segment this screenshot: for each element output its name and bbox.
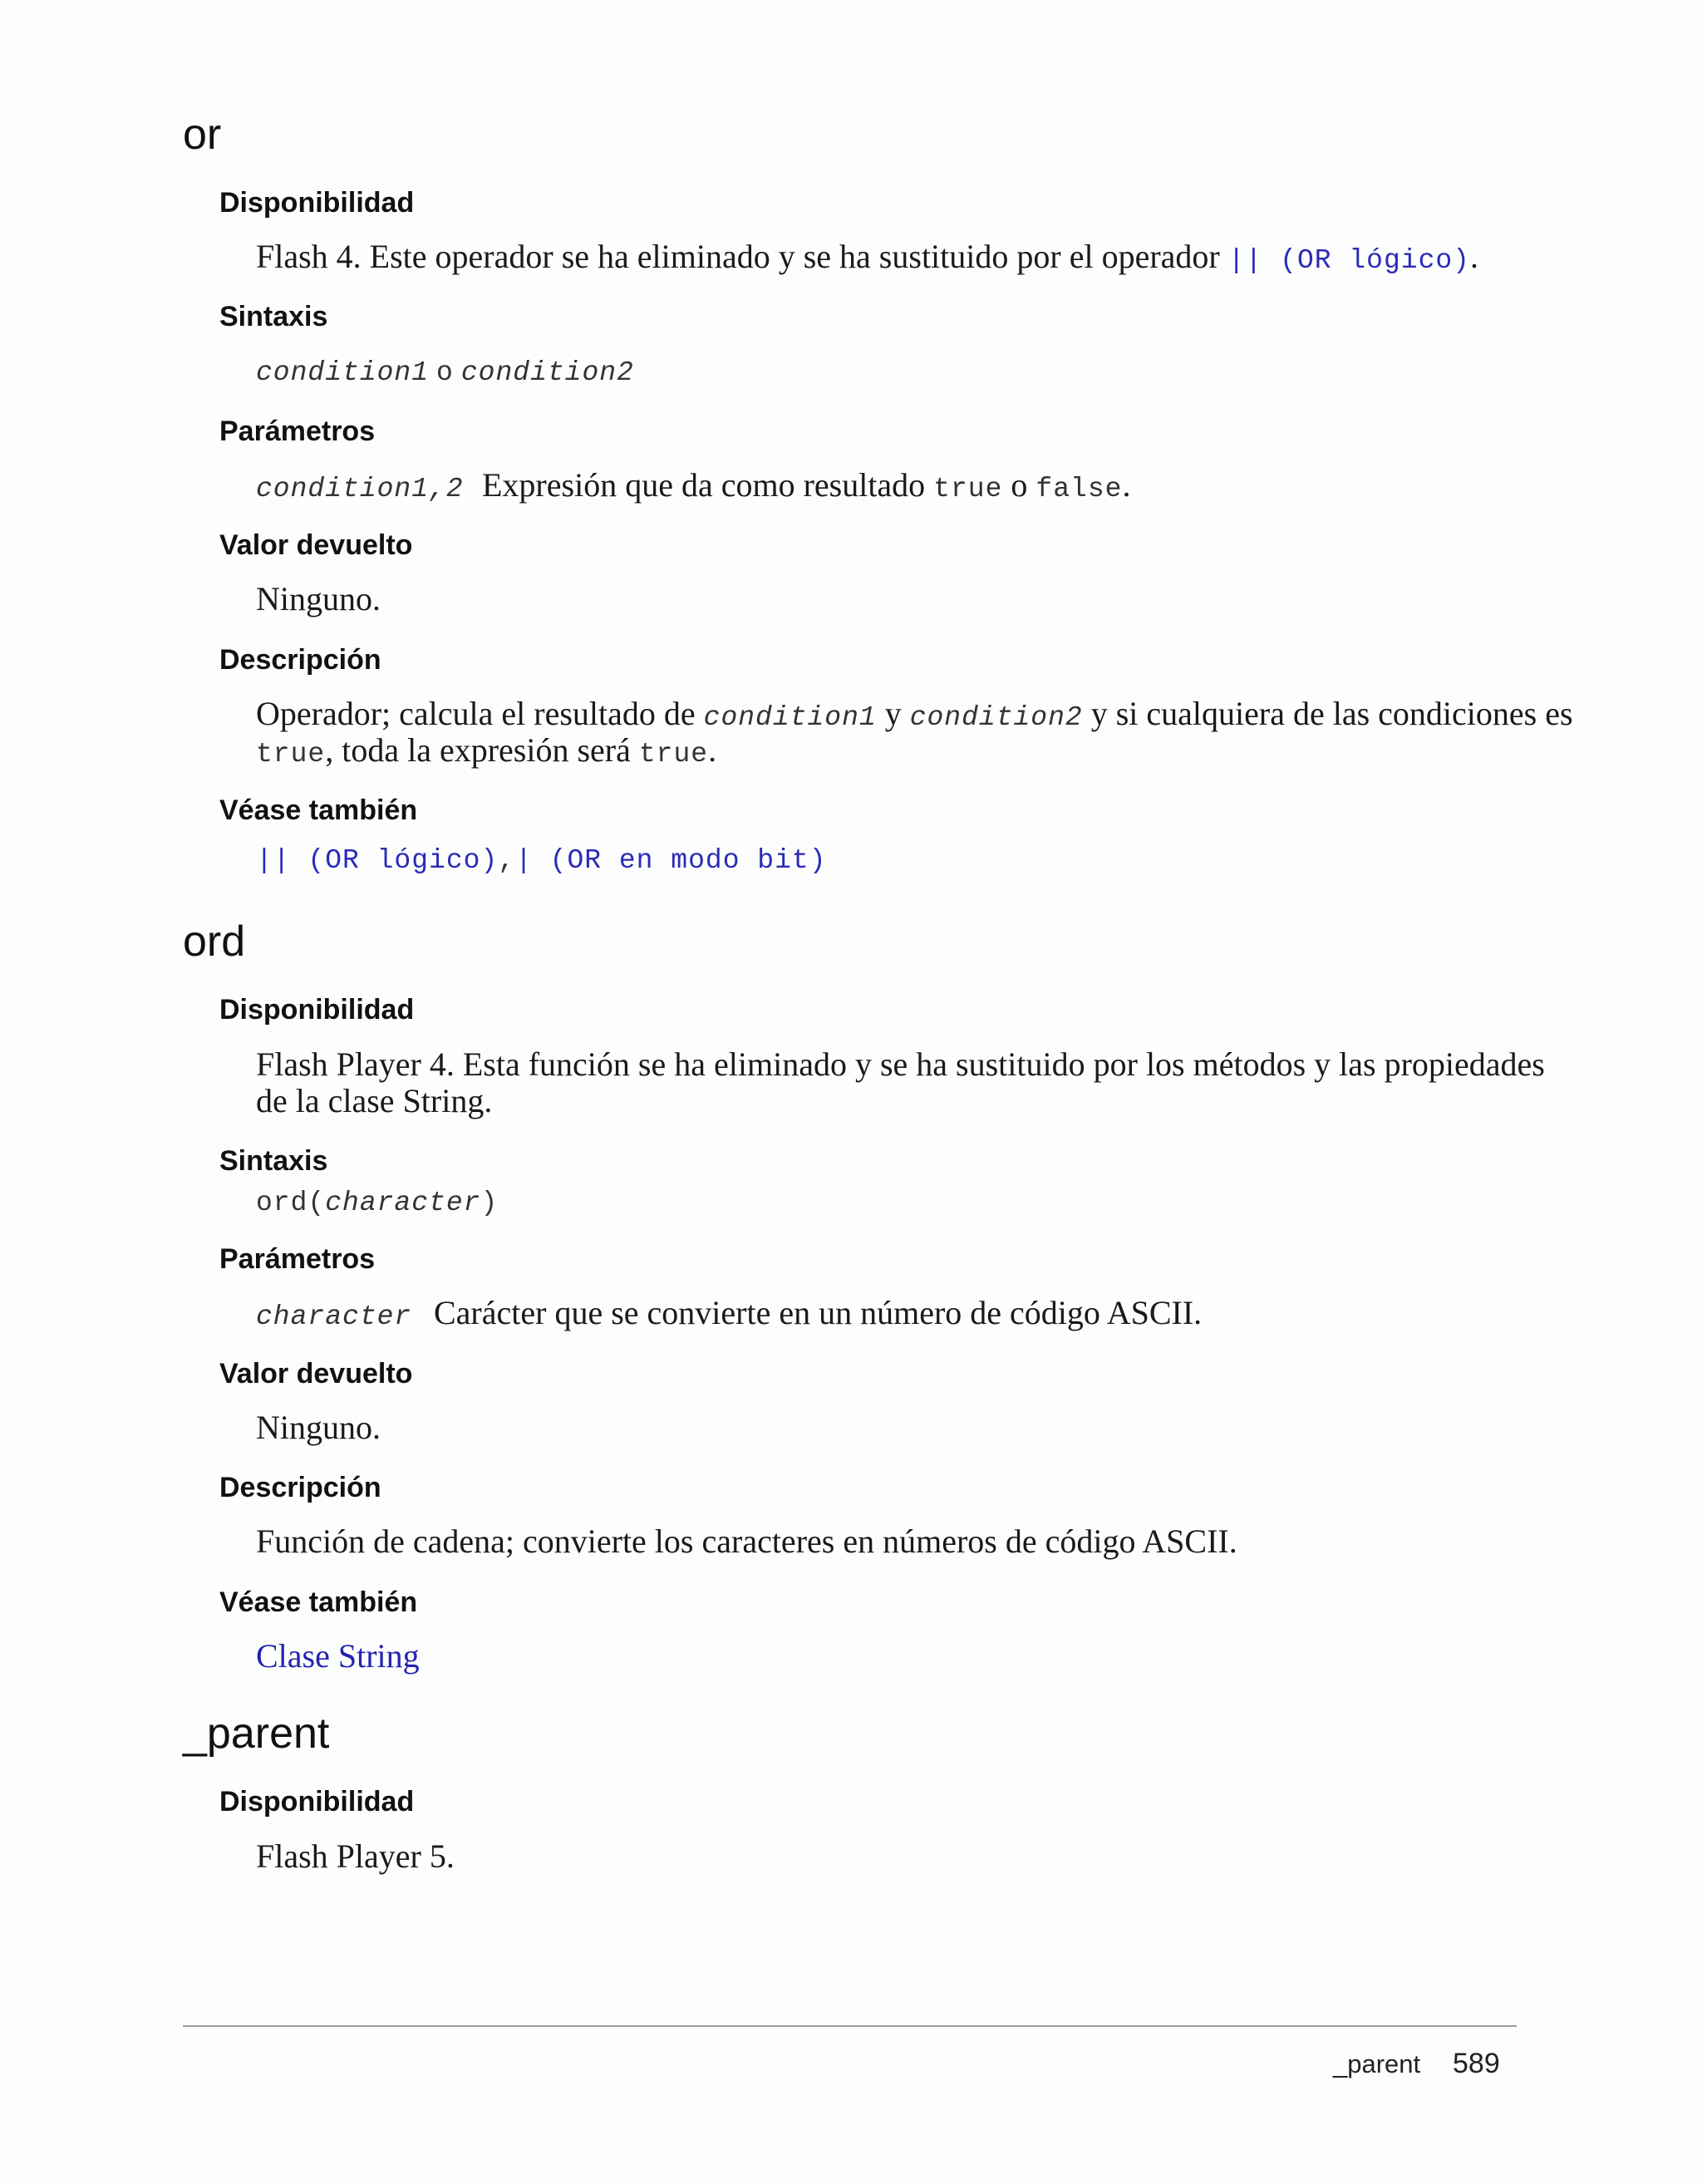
syntax-operator: o — [436, 357, 454, 388]
parameter-desc: Expresión que da como resultado — [482, 466, 926, 504]
code-condition2: condition2 — [909, 702, 1083, 733]
heading-parameters: Parámetros — [219, 1243, 376, 1275]
description-text: y si cualquiera de las condiciones es — [1090, 695, 1573, 732]
availability-text — [256, 238, 1478, 280]
entry-title-ord: ord — [183, 917, 246, 966]
heading-returns: Valor devuelto — [219, 1358, 413, 1390]
parameter-name: condition1,2 — [256, 474, 464, 504]
heading-availability: Disponibilidad — [219, 1786, 415, 1818]
parameter-row — [256, 1294, 1202, 1336]
parameter-name: character — [256, 1301, 412, 1332]
page-number: 589 — [1453, 2048, 1500, 2079]
link-separator: , — [498, 845, 516, 876]
syntax-param2: condition2 — [460, 357, 634, 388]
description-text: Función de cadena; convierte los caracteres en números de código ASCII. — [256, 1522, 1237, 1560]
period: . — [708, 731, 717, 769]
description-line-2 — [256, 731, 716, 774]
conjunction-o: o — [1011, 466, 1028, 504]
syntax-function: ord( — [256, 1188, 326, 1218]
code-true: true — [256, 739, 326, 770]
link-or-bitwise[interactable]: | (OR en modo bit) — [515, 845, 827, 876]
code-false: false — [1035, 474, 1123, 504]
syntax-line — [256, 352, 634, 388]
returns-text: Ninguno. — [256, 580, 381, 617]
heading-description: Descripción — [219, 644, 381, 676]
conjunction-y: y — [884, 695, 902, 732]
period: . — [1122, 466, 1131, 504]
heading-parameters: Parámetros — [219, 416, 376, 447]
period: . — [1469, 238, 1478, 275]
description-text: Operador; calcula el resultado de — [256, 695, 696, 732]
or-logical-link[interactable]: || (OR lógico) — [1227, 245, 1470, 276]
heading-returns: Valor devuelto — [219, 529, 413, 561]
parameter-row — [256, 466, 1130, 509]
syntax-line — [256, 1188, 498, 1218]
description-text: , toda la expresión será — [325, 731, 631, 769]
heading-syntax: Sintaxis — [219, 301, 328, 332]
heading-see-also: Véase también — [219, 1586, 418, 1618]
availability-line-2: de la clase String. — [256, 1082, 493, 1119]
footer-rule — [183, 2025, 1517, 2027]
syntax-argument: character — [325, 1188, 481, 1218]
parameter-desc: Carácter que se convierte en un número de código ASCII. — [434, 1294, 1203, 1331]
syntax-close: ) — [480, 1188, 499, 1218]
syntax-param1: condition1 — [256, 357, 430, 388]
heading-availability: Disponibilidad — [219, 994, 415, 1026]
code-true: true — [638, 739, 709, 770]
code-condition1: condition1 — [703, 702, 877, 733]
link-or-logical[interactable]: || (OR lógico) — [256, 845, 499, 876]
code-true: true — [933, 474, 1003, 504]
heading-see-also: Véase también — [219, 794, 418, 826]
availability-sentence: Flash 4. Este operador se ha eliminado y se ha sustituido por el operador — [256, 238, 1220, 275]
availability-text: Flash Player 5. — [256, 1837, 455, 1875]
link-string-class[interactable]: Clase String — [256, 1637, 420, 1675]
returns-text: Ninguno. — [256, 1409, 381, 1446]
footer-section-label: _parent — [1333, 2049, 1421, 2078]
availability-line-1: Flash Player 4. Esta función se ha eliminado y se ha sustituido por los métodos y las propiedades — [256, 1045, 1545, 1083]
see-also-links — [256, 845, 827, 876]
entry-title-parent: _parent — [183, 1709, 330, 1758]
heading-availability: Disponibilidad — [219, 187, 415, 219]
entry-title-or: or — [183, 111, 222, 159]
heading-syntax: Sintaxis — [219, 1145, 328, 1177]
heading-description: Descripción — [219, 1472, 381, 1503]
